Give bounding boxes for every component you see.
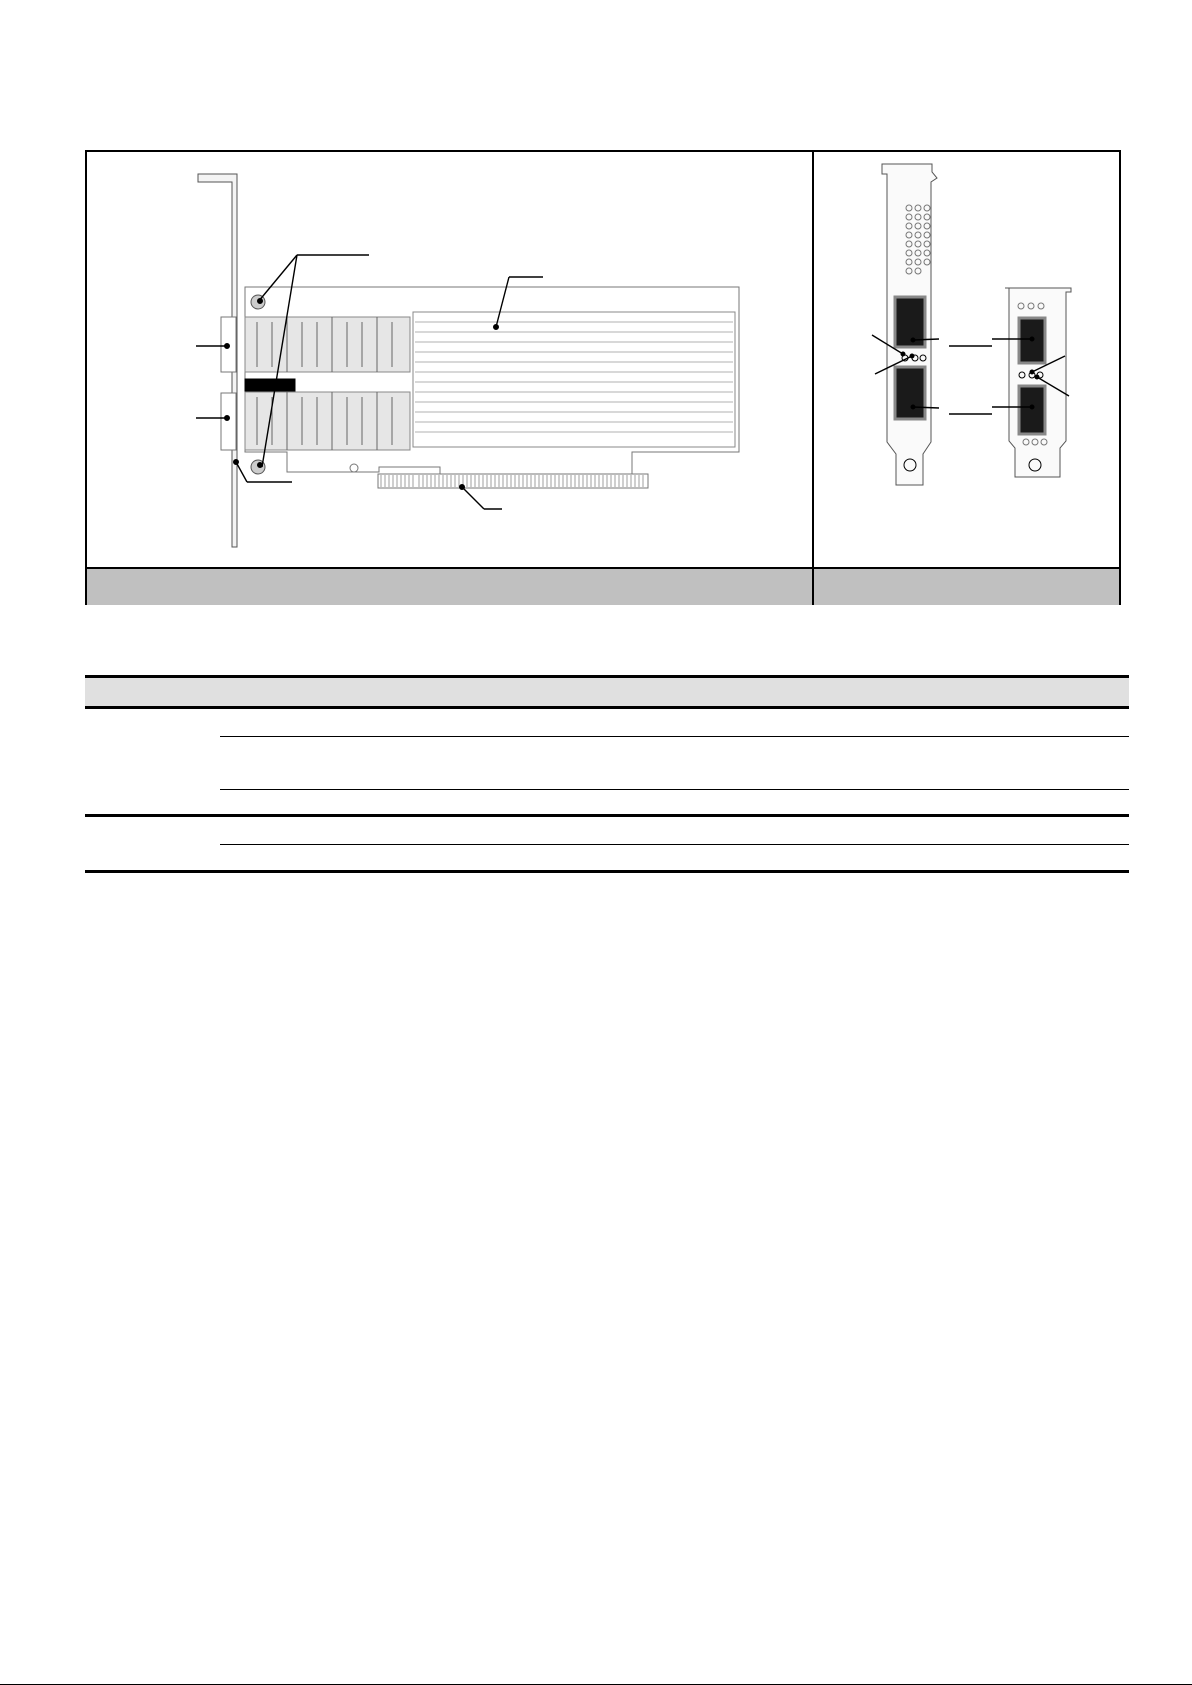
full-height-adapter-side-view [196, 174, 739, 547]
component-table [85, 675, 1129, 709]
adapter-illustration [87, 152, 1123, 567]
figure-divider [812, 152, 814, 603]
row-rule [220, 736, 1129, 737]
figure-frame [85, 150, 1121, 605]
group-rule [85, 814, 1129, 817]
table-header [85, 675, 1129, 709]
caption-divider [812, 569, 814, 605]
bracket-front-views [872, 164, 1071, 485]
row-rule [220, 844, 1129, 845]
figure-caption-band [87, 567, 1119, 605]
row-rule [220, 789, 1129, 790]
table-bottom-rule [85, 870, 1129, 873]
